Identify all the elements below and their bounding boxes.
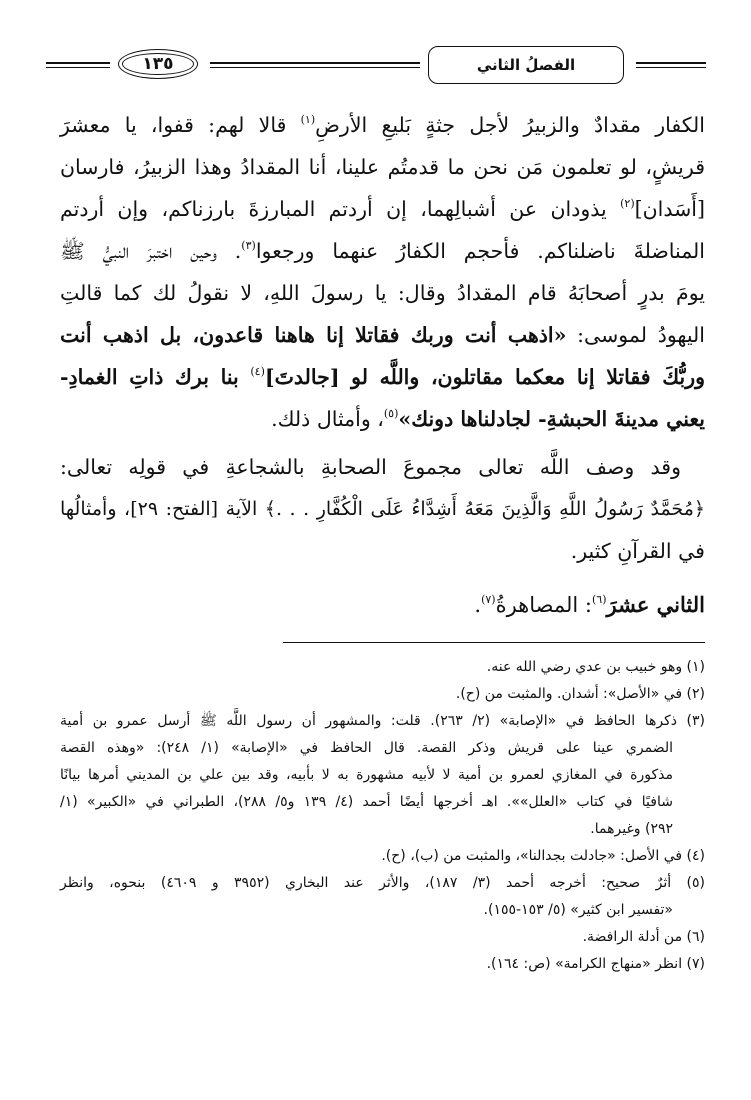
page-number-text: ١٣٥: [142, 54, 174, 74]
text-line: وقد وصف اللَّه تعالى مجموعَ الصحابةِ بالشجاعةِ في قولِه تعالى:: [60, 455, 681, 479]
header-rule-left-top: [46, 62, 110, 64]
section-heading: الثاني عشرَ$^{(٦)}$: المصاهرةُ$^{(٧)}$.: [474, 592, 705, 617]
footnote-7: (٧) انظر «منهاج الكرامة» (ص: ١٦٤).: [486, 956, 705, 972]
footnote-2: (٢) في «الأصل»: أشدان. والمثبت من (ح).: [455, 686, 705, 702]
header-rule-middle-bottom: [210, 67, 420, 68]
text-line: قريشٍ، لو تعلمون مَن نحن ما قدمتُم علينا، أنا المقدادُ وهذا الزبيرُ، فارسان: [60, 155, 705, 179]
footnote-6: (٦) من أدلة الرافضة.: [582, 929, 705, 945]
footnote-ref: (٥): [383, 407, 399, 420]
chapter-title: [428, 46, 624, 84]
page-number: [118, 49, 198, 79]
text-line: المناضلةَ ناضلناكم. فأحجم الكفارُ عنهما ورجعوا$^{(٣)}$. وحين اختبرَ النبيُّ ﷺ: [60, 239, 705, 263]
text-line: في القرآنِ كثير.: [570, 539, 705, 563]
footnote-4: (٤) في الأصل: «جادلت بجدالنا»، والمثبت من (ب)، (ح).: [381, 848, 705, 864]
text-line: يومَ بدرٍ أصحابَهُ قام المقدادُ وقال: يا رسولَ اللهِ، لا نقولُ لك كما قالتِ: [60, 281, 705, 305]
header-rule-middle-top: [210, 62, 420, 64]
header-rule-right-bottom: [636, 67, 706, 68]
text-line: وربُّكَ فقاتلا إنا معكما مقاتلون، واللَّه لو [جالدتَ]$^{(٤)}$ بنا برك ذاتِ الغمادِ-: [60, 365, 705, 389]
section-heading-label: الثاني عشرَ: [606, 592, 705, 617]
footnote-ref: (٧): [481, 593, 496, 606]
text-line: الكفار مقدادٌ والزبيرُ لأجل جثةٍ بَليعِ الأرضِ$^{(١)}$ قالا لهم: قفوا، يا معشرَ: [60, 113, 705, 137]
footnote-ref: (٣): [241, 239, 256, 252]
footnote-ref: (١): [300, 113, 316, 126]
text-line: يعني مدينةَ الحبشةِ- لجادلناها دونك»$^{(٥)}$، وأمثال ذلك.: [271, 407, 705, 431]
section-heading-title: : المصاهرةُ: [495, 593, 592, 617]
footnote-ref: (٦): [592, 593, 607, 606]
footnote-5: (٥) أثرٌ صحيح: أخرجه أحمد (٣/ ١٨٧)، والأثر عند البخاري (٣٩٥٢ و ٤٦٠٩) بنحوه، وانظر «تفسير ابن كثير» (٥/ ١٥٣-١٥٥).: [60, 875, 706, 918]
text-line: [أَسَدان]$^{(٢)}$ يذودان عن أشبالِهما، إن أردتم المبارزةَ بارزناكم، وإن أردتم: [60, 197, 705, 221]
chapter-title-text: الفصلُ الثاني: [476, 56, 576, 74]
quran-verse-line: ﴿مُحَمَّدٌ رَسُولُ اللَّهِ وَالَّذِينَ مَعَهُ أَشِدَّاءُ عَلَى الْكُفَّارِ . . .﴾ الآية [الفتح: ٢٩]، وأمثالُها: [60, 498, 705, 520]
main-text: [60, 104, 705, 572]
text-line: اليهودُ لموسى: «اذهب أنت وربك فقاتلا إنا هاهنا قاعدون، بل اذهب أنت: [60, 323, 706, 347]
footnote-ref: (٤): [250, 365, 265, 378]
footnote-3: (٣) ذكرها الحافظ في «الإصابة» (٢/ ٢٦٣). قلت: والمشهور أن رسول اللَّه ﷺ أرسل عمرو بن أمية الضمري عينا على قريش وذكر القصة. قال الحافظ في «الإصابة» (١/ ٢٤٨): «وهذه القصة مذكورة في المغازي لعمرو بن أمية لا لأبيه مشهورة به لا بأبيه، وقد بين علي بن المديني أمرها بيانًا شافيًا في كتاب «العلل»». اهـ أخرجها أيضًا أحمد (٤/ ١٣٩ و٥/ ٢٨٨)، الطبراني في «الكبير» (١/ ٢٩٢) وغيرهما.: [60, 713, 706, 837]
header-rule-left-bottom: [46, 67, 110, 68]
footnote-1: (١) وهو خبيب بن عدي رضي الله عنه.: [486, 659, 705, 675]
footnotes: [60, 654, 705, 978]
header-rule-right-top: [636, 62, 706, 64]
footnote-ref: (٢): [620, 197, 635, 210]
footnote-separator: [283, 642, 705, 643]
